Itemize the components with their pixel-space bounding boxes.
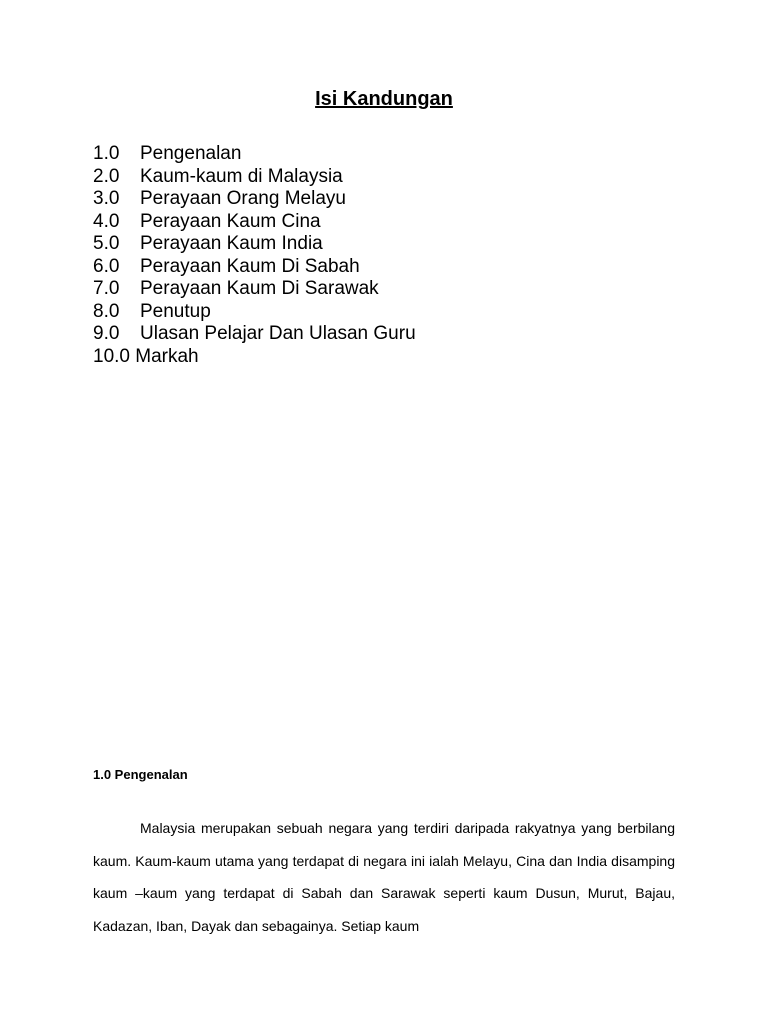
toc-item-number: 3.0 — [93, 188, 120, 209]
toc-item-label: Perayaan Kaum Di Sabah — [140, 255, 360, 277]
toc-item-label: Perayaan Kaum Cina — [140, 210, 321, 232]
toc-item-number: 7.0 — [93, 278, 120, 299]
toc-item — [93, 211, 653, 234]
body-paragraph: Malaysia merupakan sebuah negara yang terdiri daripada rakyatnya yang berbilang kaum. Kaum-kaum utama yang terdapat di negara ini ialah Melayu, Cina dan India disamping kaum –kaum yang terdapat di Sabah dan Sarawak seperti kaum Dusun, Murut, Bajau, Kadazan, Iban, Dayak dan sebagainya. Setiap kaum — [93, 820, 675, 934]
toc-item-label: Pengenalan — [140, 143, 242, 164]
toc-item-number: 10.0 — [93, 345, 130, 367]
toc-item — [93, 256, 653, 279]
toc-item-number: 1.0 — [93, 143, 120, 164]
toc-item-number: 4.0 — [93, 210, 120, 232]
toc-item-label: Penutup — [140, 300, 211, 322]
toc-item — [93, 233, 653, 256]
toc-item — [93, 301, 653, 324]
toc-item-number: 2.0 — [93, 165, 120, 187]
toc-item-number: 8.0 — [93, 300, 120, 322]
toc-item — [93, 166, 653, 189]
toc-item — [93, 346, 653, 369]
toc-item — [93, 143, 653, 166]
toc-item-label: Perayaan Orang Melayu — [140, 188, 346, 209]
toc-item — [93, 278, 653, 301]
toc-item-label: Kaum-kaum di Malaysia — [140, 165, 343, 187]
toc-item — [93, 323, 653, 346]
toc-item-number: 6.0 — [93, 255, 120, 277]
toc-item-number: 9.0 — [93, 323, 120, 344]
toc-item — [93, 188, 653, 211]
toc-title: Isi Kandungan — [315, 88, 453, 110]
toc-item-number: 5.0 — [93, 233, 120, 254]
section-heading: 1.0 Pengenalan — [93, 767, 188, 782]
toc-list — [93, 143, 653, 368]
toc-item-label: Markah — [135, 345, 199, 367]
toc-item-label: Perayaan Kaum Di Sarawak — [140, 278, 379, 299]
toc-item-label: Ulasan Pelajar Dan Ulasan Guru — [140, 323, 416, 344]
toc-item-label: Perayaan Kaum India — [140, 233, 323, 254]
